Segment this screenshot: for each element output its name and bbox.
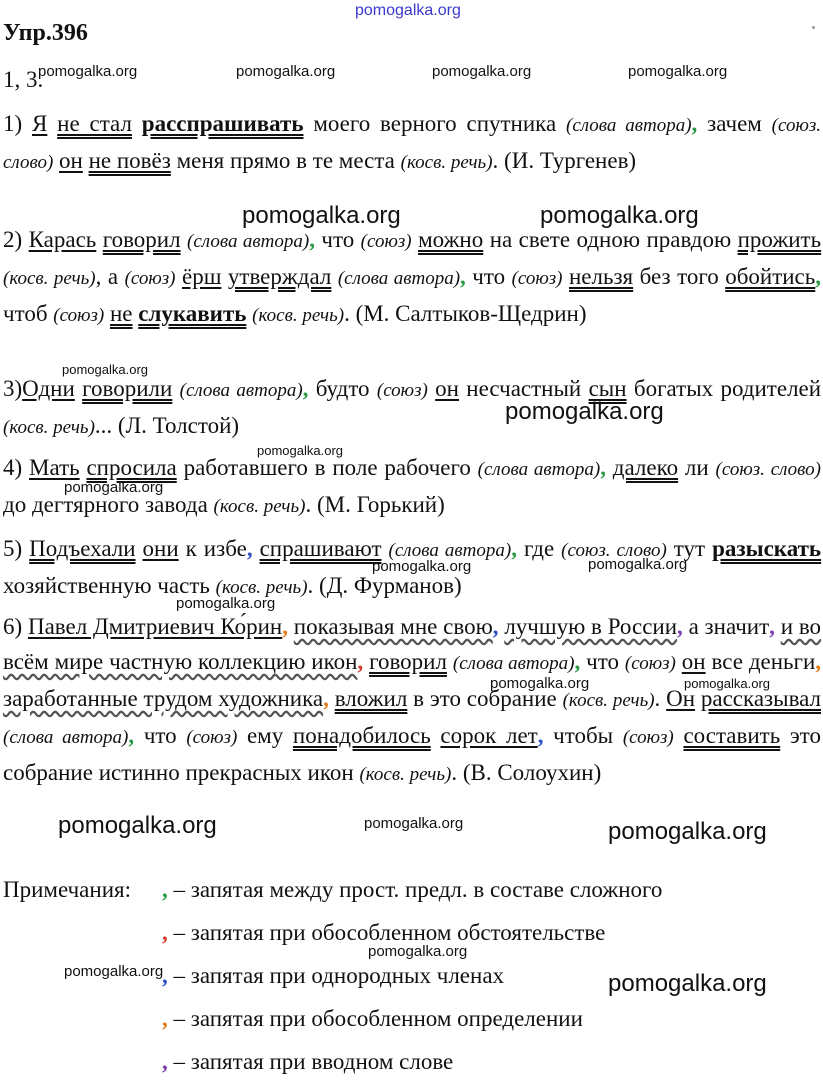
exercise-title: Упр.396 — [3, 20, 88, 46]
watermark: pomogalka.org — [355, 2, 461, 19]
sentence-5: 5) Подъехали они к избе, спрашивают (слова автора), где (союз. слово) тут разыскать хозяйственную часть (косв. речь). (Д. Фурманов) — [3, 536, 822, 598]
note-5: , – запятая при вводном слове — [162, 1049, 454, 1074]
note-3: , – запятая при однородных членах — [162, 963, 505, 988]
watermark: pomogalka.org — [540, 202, 699, 229]
watermark: pomogalka.org — [176, 595, 276, 612]
watermark: pomogalka.org — [608, 970, 767, 997]
watermark: pomogalka.org — [62, 362, 148, 377]
watermark: pomogalka.org — [242, 202, 401, 229]
sentence-1: 1) Я не стал расспрашивать моего верного спутника (слова автора), зачем (союз. слово) он не повёз меня прямо в те места (косв. речь). (И. Тургенев) — [3, 111, 822, 173]
watermark: pomogalka.org — [38, 63, 138, 80]
watermark: pomogalka.org — [588, 556, 688, 573]
task-numbers: 1, 3. — [3, 67, 44, 92]
speck — [812, 26, 815, 29]
watermark: pomogalka.org — [368, 943, 468, 960]
watermark: pomogalka.org — [236, 63, 336, 80]
watermark: pomogalka.org — [608, 818, 767, 845]
watermark: pomogalka.org — [364, 815, 464, 832]
sentence-6: 6) Павел Дмитриевич Ко́рин, показывая мне свою, лучшую в России, а значит, и во всём мире частную коллекцию икон, говорил (слова автора), что (союз) он все деньги, заработанные трудом художника, вложил в это собрание (косв. речь). Он рассказывал (слова автора), что (союз) ему понадобилось сорок лет, чтобы (союз) составить это собрание истинно прекрасных икон (косв. речь). (В. Солоухин) — [3, 614, 822, 785]
note-2: , – запятая при обособленном обстоятельстве — [162, 920, 606, 945]
watermark: pomogalka.org — [490, 675, 590, 692]
sentence-2: 2) Карась говорил (слова автора), что (союз) можно на свете одною правдою прожить (косв. речь), а (союз) ёрш утверждал (слова автора), что (союз) нельзя без того обойтись, чтоб (союз) не слукавить (косв. речь). (М. Салтыков-Щедрин) — [3, 227, 822, 326]
watermark: pomogalka.org — [257, 443, 343, 458]
watermark: pomogalka.org — [64, 963, 164, 980]
watermark: pomogalka.org — [684, 676, 770, 691]
note-4: , – запятая при обособленном определении — [162, 1006, 583, 1031]
watermark: pomogalka.org — [505, 398, 664, 425]
watermark: pomogalka.org — [628, 63, 728, 80]
note-1: , – запятая между прост. предл. в составе сложного — [162, 877, 663, 902]
watermark: pomogalka.org — [64, 479, 164, 496]
watermark: pomogalka.org — [432, 63, 532, 80]
notes-label: Примечания: — [3, 877, 131, 902]
sentence-3: 3)Одни говорили (слова автора), будто (союз) он несчастный сын богатых родителей (косв. речь)... (Л. Толстой) — [3, 376, 822, 438]
watermark: pomogalka.org — [58, 812, 217, 839]
watermark: pomogalka.org — [372, 558, 472, 575]
sentence-4: 4) Мать спросила работавшего в поле рабочего (слова автора), далеко ли (союз. слово) до дегтярного завода (косв. речь). (М. Горький) — [3, 455, 821, 517]
